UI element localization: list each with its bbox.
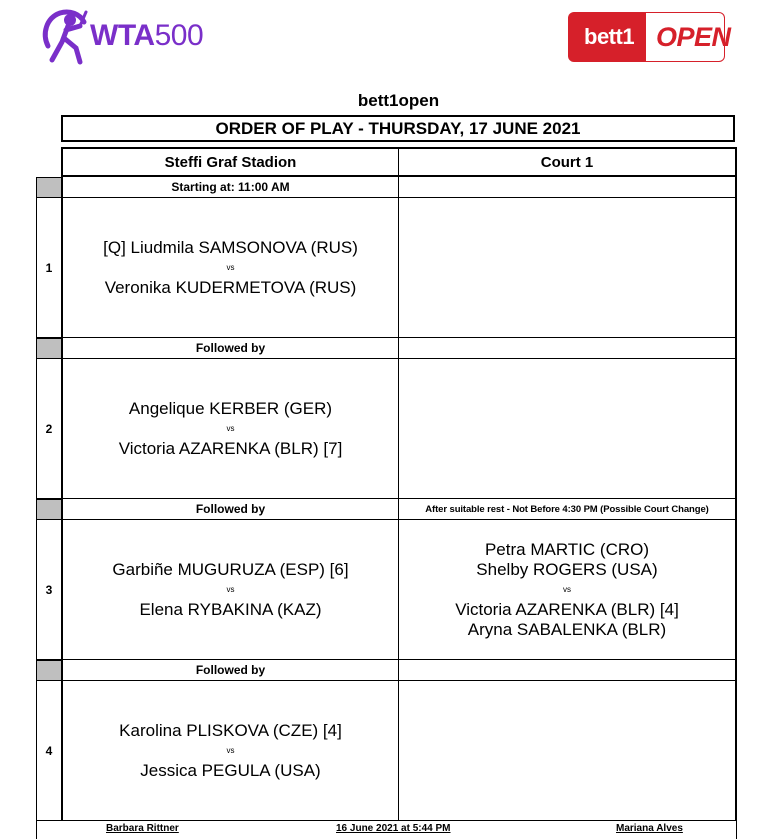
player-name: Aryna SABALENKA (BLR) [467,619,667,639]
match-row-2 [36,359,737,499]
player-name: Garbiñe MUGURUZA (ESP) [6] [112,559,349,579]
release-timestamp: 16 June 2021 at 5:44 PM [336,823,451,834]
bett1-badge: bett1 [568,12,646,62]
wta500-logo [40,4,210,66]
footer-signatures [36,820,737,839]
followed-by-label: Followed by [61,499,398,520]
empty-match-cell [398,359,737,499]
schedule-grid [36,147,737,821]
start-time-row [36,177,737,198]
player-name: Jessica PEGULA (USA) [140,760,321,780]
match-number: 4 [36,681,61,821]
player-name: Karolina PLISKOVA (CZE) [4] [119,720,342,740]
wta-player-icon [40,4,90,66]
vs-label: vs [226,423,235,433]
court-header-row [36,147,737,177]
doubles-match-cell [398,520,737,660]
match-cell [61,198,398,338]
followed-by-row [36,338,737,359]
referee-name: Barbara Rittner [106,823,179,834]
empty-match-cell [398,681,737,821]
followed-by-label: Followed by [61,660,398,681]
order-of-play-title: ORDER OF PLAY - THURSDAY, 17 JUNE 2021 [61,115,735,142]
vs-label: vs [226,584,235,594]
bett1open-logo [568,12,731,64]
player-name: Elena RYBAKINA (KAZ) [139,599,322,619]
match-cell [61,520,398,660]
followed-by-label: Followed by [61,338,398,359]
vs-label: vs [226,262,235,272]
start-time-label: Starting at: 11:00 AM [61,177,398,198]
followed-by-row [36,660,737,681]
player-name: Veronika KUDERMETOVA (RUS) [104,277,357,297]
empty-match-cell [398,198,737,338]
match-cell [61,359,398,499]
match-cell [61,681,398,821]
followed-by-row [36,499,737,520]
match-number: 2 [36,359,61,499]
match-number: 3 [36,520,61,660]
not-before-label: After suitable rest - Not Before 4:30 PM (Possible Court Change) [398,499,737,520]
match-row-1 [36,198,737,338]
supervisor-name: Mariana Alves [616,823,683,834]
player-name: Shelby ROGERS (USA) [476,559,658,579]
player-name: Victoria AZARENKA (BLR) [4] [455,599,679,619]
court-name-court1: Court 1 [398,147,737,177]
open-badge: OPEN [646,12,725,62]
wta-wordmark: WTA500 [90,19,204,52]
player-name: [Q] Liudmila SAMSONOVA (RUS) [103,237,358,257]
player-name: Angelique KERBER (GER) [128,398,333,418]
tournament-name: bett1open [357,91,440,110]
court-name-stadium: Steffi Graf Stadion [61,147,398,177]
match-row-3 [36,520,737,660]
player-name: Petra MARTIC (CRO) [484,539,650,559]
vs-label: vs [226,745,235,755]
player-name: Victoria AZARENKA (BLR) [7] [118,438,343,458]
vs-label: vs [563,584,571,594]
match-row-4 [36,681,737,821]
match-number: 1 [36,198,61,338]
